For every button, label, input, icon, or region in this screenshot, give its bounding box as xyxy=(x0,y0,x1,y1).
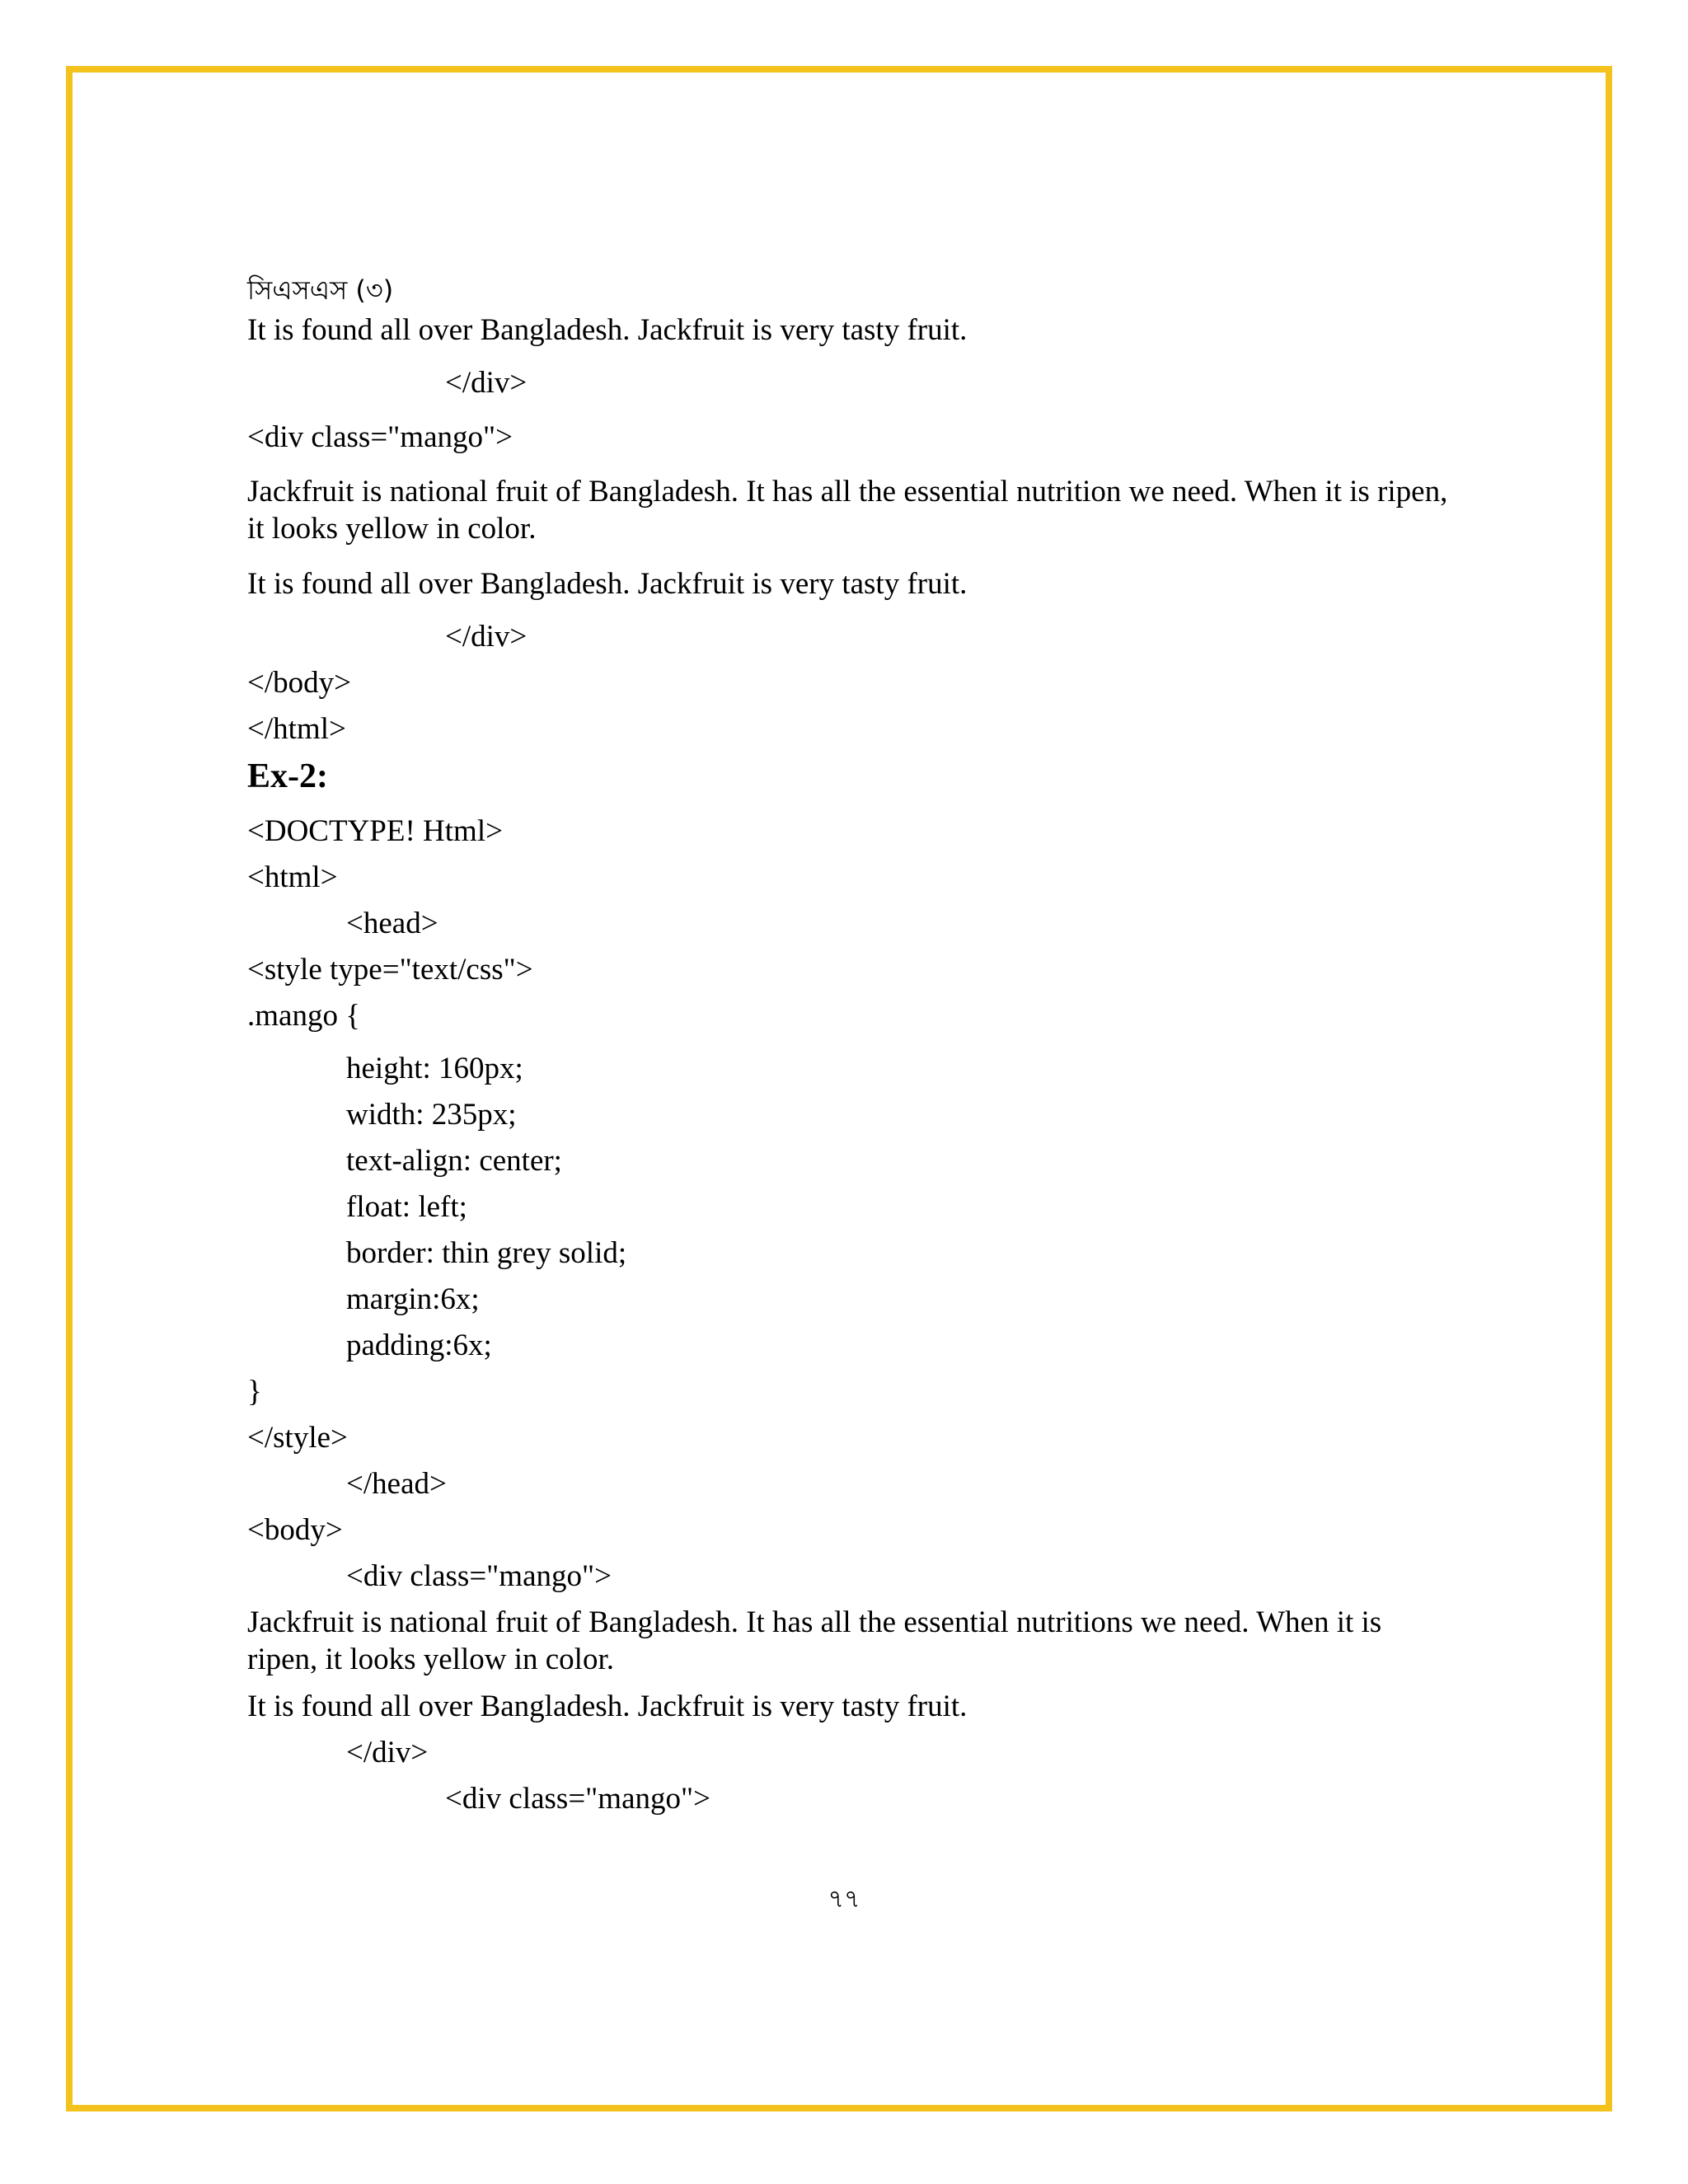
code-line: <DOCTYPE! Html> xyxy=(247,814,503,848)
code-line: </div> xyxy=(445,366,528,400)
text-paragraph: Jackfruit is national fruit of Bangladesh. It has all the essential nutrition we need. When it is ripen, it looks yellow in color. xyxy=(247,475,1448,546)
code-line: <div class="mango"> xyxy=(247,420,513,454)
example-heading: Ex-2: xyxy=(247,757,328,795)
code-line: <body> xyxy=(247,1513,343,1547)
code-line: width: 235px; xyxy=(346,1098,517,1132)
text-paragraph: Jackfruit is national fruit of Bangladesh. It has all the essential nutritions we need. When it is ripen, it looks yellow in color. xyxy=(247,1605,1382,1676)
page-border xyxy=(66,66,1612,2111)
code-line: </head> xyxy=(346,1467,447,1501)
code-line: </body> xyxy=(247,666,352,700)
code-line: text-align: center; xyxy=(346,1144,562,1178)
code-line: <div class="mango"> xyxy=(445,1782,710,1816)
code-line: <head> xyxy=(346,907,438,940)
code-line: </style> xyxy=(247,1421,348,1455)
page-number: ৭৭ xyxy=(828,1885,860,1914)
code-line: </html> xyxy=(247,712,346,746)
code-line: <div class="mango"> xyxy=(346,1559,612,1593)
code-line: height: 160px; xyxy=(346,1052,523,1085)
code-line: margin:6x; xyxy=(346,1282,480,1316)
code-line: </div> xyxy=(346,1736,429,1769)
code-line: padding:6x; xyxy=(346,1329,492,1362)
text-line: It is found all over Bangladesh. Jackfruit is very tasty fruit. xyxy=(247,1690,968,1723)
page-header: সিএসএস (৩) xyxy=(247,274,394,306)
code-line: <html> xyxy=(247,860,338,894)
code-line: </div> xyxy=(445,620,528,654)
code-line: border: thin grey solid; xyxy=(346,1236,627,1270)
text-line: It is found all over Bangladesh. Jackfruit is very tasty fruit. xyxy=(247,313,968,347)
text-line: It is found all over Bangladesh. Jackfruit is very tasty fruit. xyxy=(247,567,968,601)
code-line: } xyxy=(247,1375,262,1408)
code-line: .mango { xyxy=(247,999,360,1033)
code-line: float: left; xyxy=(346,1190,467,1224)
code-line: <style type="text/css"> xyxy=(247,953,533,987)
